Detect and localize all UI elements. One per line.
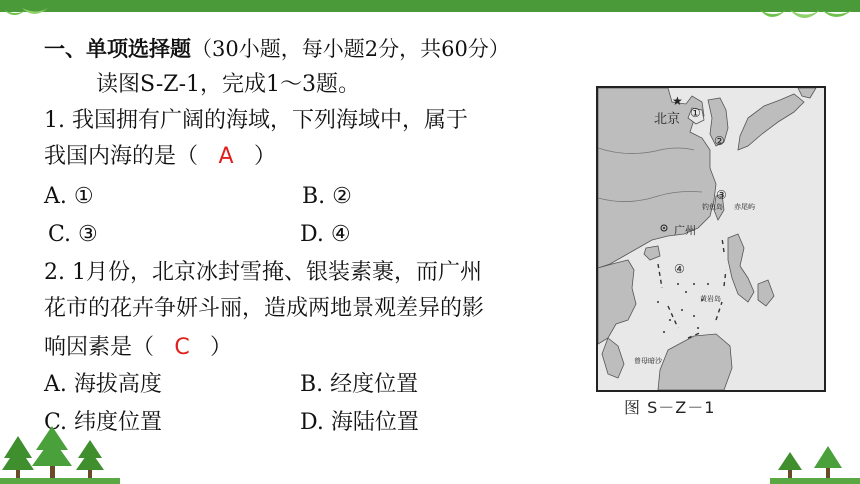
map-label-beijing: 北京 <box>654 112 681 127</box>
q2-stem-prefix: 响因素是（ <box>44 335 155 360</box>
q1-option-b: B. ② <box>302 184 352 209</box>
q2-option-b: B. 经度位置 <box>300 372 419 397</box>
top-left-leaf-decoration <box>0 0 60 22</box>
section-note: （30小题，每小题2分，共60分） <box>191 37 510 61</box>
map-label-sea1: ① <box>690 106 701 120</box>
top-banner <box>0 0 860 12</box>
map-label-sea4: ④ <box>674 262 685 276</box>
map-label-chiwei: 赤尾屿 <box>734 203 755 211</box>
map-drawing <box>598 88 824 390</box>
map-figure <box>596 86 826 392</box>
q2-stem-line2: 花市的花卉争妍斗丽，造成两地景观差异的影 <box>44 296 485 321</box>
q2-stem-line3 <box>44 333 232 363</box>
q1-stem-line1: 1. 我国拥有广阔的海域，下列海域中，属于 <box>44 108 468 133</box>
beijing-star-icon: ★ <box>672 94 683 108</box>
q1-stem-prefix: 我国内海的是（ <box>44 144 199 169</box>
map-label-guangzhou: 广州 <box>674 224 696 237</box>
map-label-zengmu: 曾母暗沙 <box>634 357 662 365</box>
q1-option-a: A. ① <box>44 184 94 209</box>
q1-stem-suffix: ） <box>254 144 277 169</box>
q2-option-d: D. 海陆位置 <box>300 410 419 435</box>
reading-instruction: 读图S-Z-1，完成1～3题。 <box>96 72 361 97</box>
map-label-sea2: ② <box>714 134 725 148</box>
q1-option-c: C. ③ <box>48 222 98 247</box>
q2-stem-line1: 2. 1月份，北京冰封雪掩、银装素裹，而广州 <box>44 260 482 285</box>
top-right-leaf-decoration <box>750 0 860 26</box>
q2-option-c: C. 纬度位置 <box>44 410 163 435</box>
bottom-left-trees-decoration <box>0 422 120 484</box>
map-label-sea3: ③ <box>716 188 727 202</box>
map-label-diaoyu: 钓鱼岛 <box>702 203 723 211</box>
q1-stem-line2 <box>44 142 276 172</box>
map-label-huangyan: 黄岩岛 <box>700 295 721 303</box>
q2-answer: C <box>174 335 190 360</box>
q2-option-a: A. 海拔高度 <box>44 372 162 397</box>
section-heading <box>44 34 510 64</box>
q1-option-d: D. ④ <box>300 222 351 247</box>
section-title: 一、单项选择题 <box>44 37 191 61</box>
map-caption: 图 S－Z－1 <box>624 398 716 417</box>
q2-stem-suffix: ） <box>210 335 233 360</box>
bottom-right-trees-decoration <box>770 444 860 484</box>
q1-answer: A <box>218 144 234 169</box>
